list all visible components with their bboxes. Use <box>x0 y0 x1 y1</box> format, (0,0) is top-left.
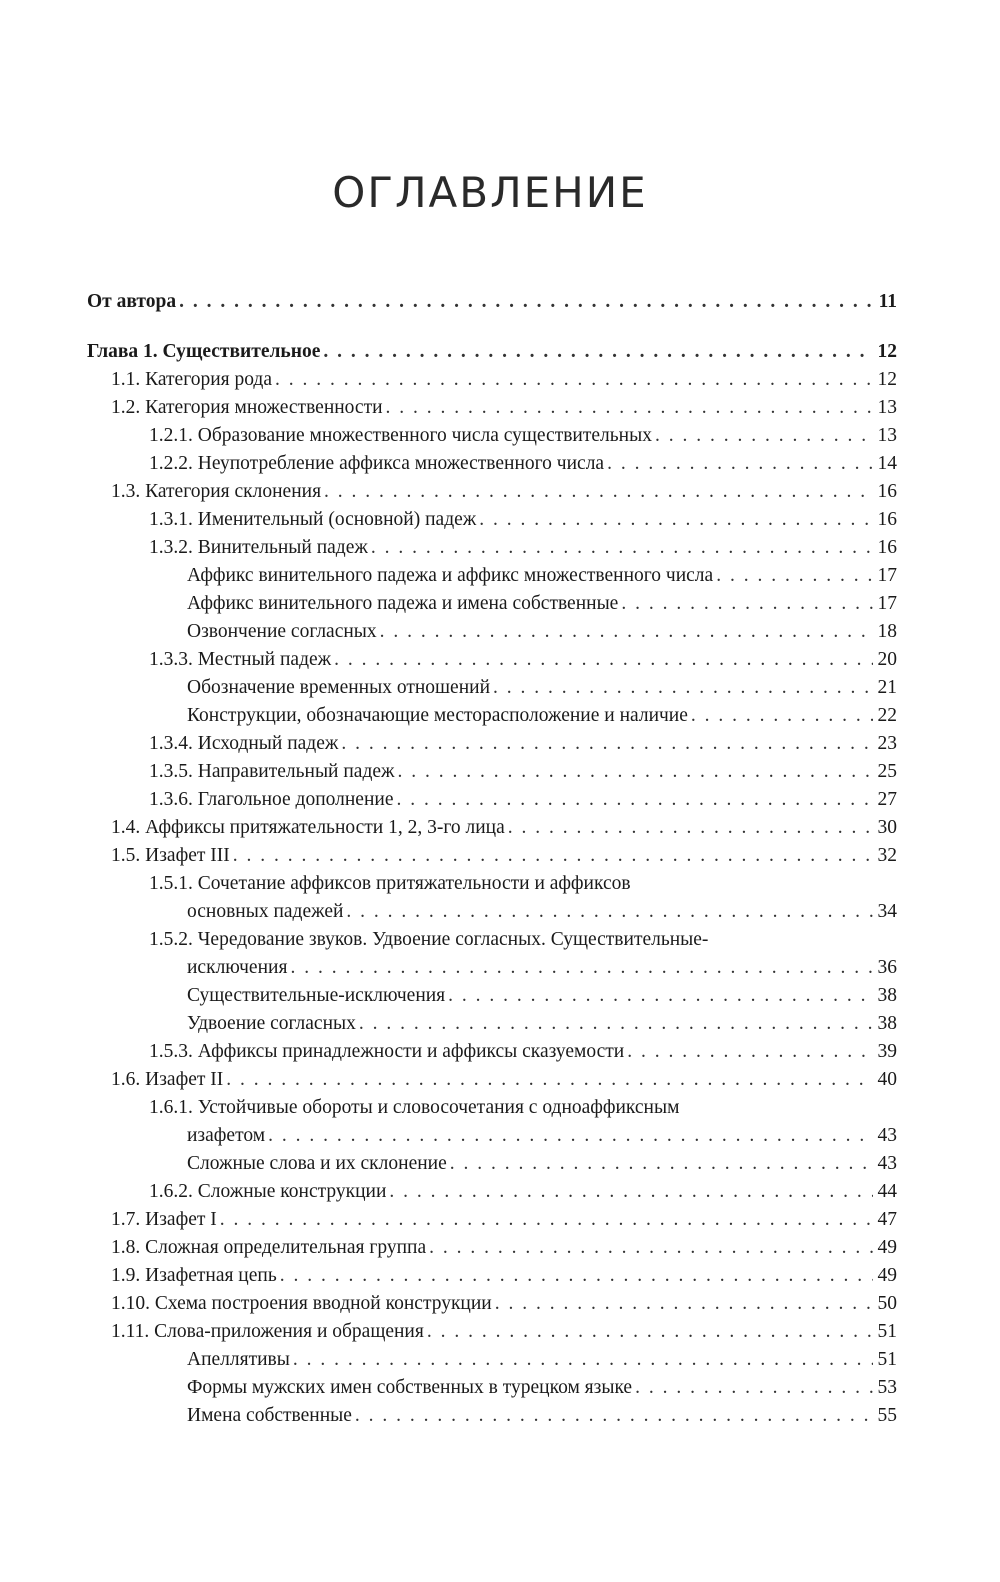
leader-dots <box>627 1038 873 1066</box>
leader-dots <box>233 842 873 870</box>
toc-entry[interactable] <box>87 1346 897 1374</box>
toc-entry-label: Конструкции, обозначающие месторасположение и наличие <box>187 705 688 726</box>
toc-entry-label: 1.3.4. Исходный падеж <box>149 733 339 754</box>
toc-entry[interactable] <box>87 674 897 702</box>
toc-page-number: 34 <box>877 901 897 922</box>
toc-entry-label: изафетом <box>187 1125 266 1146</box>
toc-entry-first-line[interactable] <box>87 1094 897 1122</box>
leader-dots <box>179 288 873 316</box>
toc-entry[interactable] <box>87 506 897 534</box>
toc-entry-label: 1.4. Аффиксы притяжательности 1, 2, 3-го лица <box>111 817 505 838</box>
toc-page-number: 14 <box>877 453 897 474</box>
toc-entry-label: 1.5.2. Чередование звуков. Удвоение согласных. Существительные- <box>149 929 709 950</box>
toc-page-number: 43 <box>877 1153 897 1174</box>
toc-page-number: 51 <box>877 1321 897 1342</box>
toc-page-number: 16 <box>877 537 897 558</box>
toc-entry[interactable] <box>87 1402 897 1430</box>
leader-dots <box>508 814 873 842</box>
toc-entry-label: От автора <box>87 291 177 312</box>
toc-entry[interactable] <box>87 1318 897 1346</box>
toc-entry[interactable] <box>87 646 897 674</box>
toc-page-number: 49 <box>877 1265 897 1286</box>
toc-entry-first-line[interactable] <box>87 926 897 954</box>
toc-entry-label: Аффикс винительного падежа и имена собственные <box>187 593 619 614</box>
toc-entry[interactable] <box>87 702 897 730</box>
leader-dots <box>655 422 873 450</box>
leader-dots <box>429 1234 873 1262</box>
toc-entry[interactable] <box>87 1178 897 1206</box>
toc-page-number: 51 <box>877 1349 897 1370</box>
toc-entry-label: 1.3.5. Направительный падеж <box>149 761 395 782</box>
toc-page-number: 17 <box>877 593 897 614</box>
toc-page-number: 30 <box>877 817 897 838</box>
toc-entry-label: Аффикс винительного падежа и аффикс множественного числа <box>187 565 714 586</box>
table-of-contents <box>87 288 897 1430</box>
toc-entry-label: 1.10. Схема построения вводной конструкции <box>111 1293 492 1314</box>
toc-entry-label: 1.6. Изафет II <box>111 1069 224 1090</box>
toc-entry[interactable] <box>87 1234 897 1262</box>
leader-dots <box>355 1402 873 1430</box>
toc-entry-label: 1.5.3. Аффиксы принадлежности и аффиксы сказуемости <box>149 1041 625 1062</box>
toc-page-number: 50 <box>877 1293 897 1314</box>
toc-entry-label: Глава 1. Существительное <box>87 341 321 362</box>
toc-entry-first-line[interactable] <box>87 870 897 898</box>
toc-entry[interactable] <box>87 1374 897 1402</box>
toc-page-number: 12 <box>877 341 897 362</box>
toc-entry[interactable] <box>87 786 897 814</box>
toc-entry[interactable] <box>87 534 897 562</box>
leader-dots <box>493 674 873 702</box>
leader-dots <box>691 702 873 730</box>
toc-entry[interactable] <box>87 982 897 1010</box>
toc-entry-label: 1.3.6. Глагольное дополнение <box>149 789 394 810</box>
toc-entry-label: Имена собственные <box>187 1405 352 1426</box>
toc-entry-label: 1.6.1. Устойчивые обороты и словосочетания с одноаффиксным <box>149 1097 680 1118</box>
toc-entry-label: 1.11. Слова-приложения и обращения <box>111 1321 424 1342</box>
toc-entry-label: основных падежей <box>187 901 344 922</box>
toc-entry[interactable] <box>87 478 897 506</box>
toc-page-number: 47 <box>877 1209 897 1230</box>
toc-entry-continuation[interactable] <box>87 898 897 926</box>
toc-entry[interactable] <box>87 758 897 786</box>
toc-entry[interactable] <box>87 1038 897 1066</box>
toc-entry[interactable] <box>87 450 897 478</box>
leader-dots <box>427 1318 873 1346</box>
leader-dots <box>371 534 873 562</box>
toc-entry-label: Удвоение согласных <box>187 1013 356 1034</box>
toc-entry-label: Сложные слова и их склонение <box>187 1153 447 1174</box>
toc-entry-label: 1.2.2. Неупотребление аффикса множественного числа <box>149 453 605 474</box>
toc-page-number: 18 <box>877 621 897 642</box>
toc-entry-label: 1.6.2. Сложные конструкции <box>149 1181 387 1202</box>
leader-dots <box>346 898 873 926</box>
toc-entry-label: 1.8. Сложная определительная группа <box>111 1237 427 1258</box>
leader-dots <box>323 338 873 366</box>
leader-dots <box>389 1178 873 1206</box>
toc-entry-continuation[interactable] <box>87 954 897 982</box>
leader-dots <box>220 1206 873 1234</box>
toc-page-number: 39 <box>877 1041 897 1062</box>
leader-dots <box>275 366 873 394</box>
toc-page-number: 13 <box>877 425 897 446</box>
toc-entry[interactable] <box>87 338 897 366</box>
toc-entry-label: Озвончение согласных <box>187 621 377 642</box>
leader-dots <box>479 506 873 534</box>
toc-page-number: 49 <box>877 1237 897 1258</box>
toc-page-number: 23 <box>877 733 897 754</box>
toc-entry-label: 1.5.1. Сочетание аффиксов притяжательности и аффиксов <box>149 873 631 894</box>
leader-dots <box>334 646 873 674</box>
toc-page-number: 21 <box>877 677 897 698</box>
toc-entry[interactable] <box>87 814 897 842</box>
toc-entry[interactable] <box>87 618 897 646</box>
leader-dots <box>380 618 873 646</box>
leader-dots <box>268 1122 873 1150</box>
toc-entry-label: 1.5. Изафет III <box>111 845 230 866</box>
toc-entry-label: 1.3.1. Именительный (основной) падеж <box>149 509 477 530</box>
toc-entry-label: 1.7. Изафет I <box>111 1209 217 1230</box>
toc-entry[interactable] <box>87 1066 897 1094</box>
toc-entry[interactable] <box>87 590 897 618</box>
toc-entry-label: исключения <box>187 957 288 978</box>
toc-entry[interactable] <box>87 842 897 870</box>
toc-page-number: 25 <box>877 761 897 782</box>
toc-page-number: 16 <box>877 481 897 502</box>
toc-page-number: 53 <box>877 1377 897 1398</box>
toc-entry-label: Формы мужских имен собственных в турецком языке <box>187 1377 633 1398</box>
toc-entry[interactable] <box>87 366 897 394</box>
toc-entry-label: 1.3.2. Винительный падеж <box>149 537 368 558</box>
toc-entry[interactable] <box>87 288 897 316</box>
leader-dots <box>495 1290 873 1318</box>
toc-entry[interactable] <box>87 1010 897 1038</box>
toc-entry[interactable] <box>87 1290 897 1318</box>
toc-page-number: 38 <box>877 985 897 1006</box>
leader-dots <box>607 450 873 478</box>
leader-dots <box>386 394 873 422</box>
toc-entry-label: 1.2.1. Образование множественного числа существительных <box>149 425 652 446</box>
toc-entry[interactable] <box>87 562 897 590</box>
spacer <box>87 316 897 338</box>
toc-page-number: 32 <box>877 845 897 866</box>
toc-page-number: 13 <box>877 397 897 418</box>
leader-dots <box>398 758 873 786</box>
leader-dots <box>324 478 873 506</box>
toc-page-number: 16 <box>877 509 897 530</box>
toc-page-number: 11 <box>878 291 897 312</box>
leader-dots <box>396 786 873 814</box>
toc-entry-continuation[interactable] <box>87 1122 897 1150</box>
leader-dots <box>280 1262 873 1290</box>
toc-page-number: 20 <box>877 649 897 670</box>
toc-page-number: 27 <box>877 789 897 810</box>
leader-dots <box>621 590 873 618</box>
page-title: ОГЛАВЛЕНИЕ <box>332 168 648 217</box>
toc-page-number: 43 <box>877 1125 897 1146</box>
toc-entry-label: Обозначение временных отношений <box>187 677 491 698</box>
toc-entry[interactable] <box>87 1150 897 1178</box>
toc-page-number: 55 <box>877 1405 897 1426</box>
toc-page-number: 38 <box>877 1013 897 1034</box>
leader-dots <box>635 1374 873 1402</box>
leader-dots <box>226 1066 873 1094</box>
toc-entry[interactable] <box>87 1206 897 1234</box>
toc-entry[interactable] <box>87 1262 897 1290</box>
leader-dots <box>716 562 873 590</box>
leader-dots <box>290 954 873 982</box>
toc-entry-label: 1.9. Изафетная цепь <box>111 1265 277 1286</box>
toc-entry-label: 1.3.3. Местный падеж <box>149 649 332 670</box>
toc-page-number: 40 <box>877 1069 897 1090</box>
leader-dots <box>448 982 873 1010</box>
leader-dots <box>450 1150 873 1178</box>
toc-page-number: 22 <box>877 705 897 726</box>
toc-entry-label: 1.1. Категория рода <box>111 369 273 390</box>
toc-entry-label: 1.2. Категория множественности <box>111 397 383 418</box>
toc-entry-label: Апеллятивы <box>187 1349 290 1370</box>
leader-dots <box>293 1346 873 1374</box>
toc-page-number: 12 <box>877 369 897 390</box>
toc-entry[interactable] <box>87 422 897 450</box>
leader-dots <box>341 730 873 758</box>
leader-dots <box>359 1010 873 1038</box>
toc-page-number: 44 <box>877 1181 897 1202</box>
toc-entry[interactable] <box>87 730 897 758</box>
toc-page-number: 36 <box>877 957 897 978</box>
toc-page-number: 17 <box>877 565 897 586</box>
toc-entry-label: Существительные-исключения <box>187 985 446 1006</box>
toc-entry[interactable] <box>87 394 897 422</box>
toc-entry-label: 1.3. Категория склонения <box>111 481 322 502</box>
